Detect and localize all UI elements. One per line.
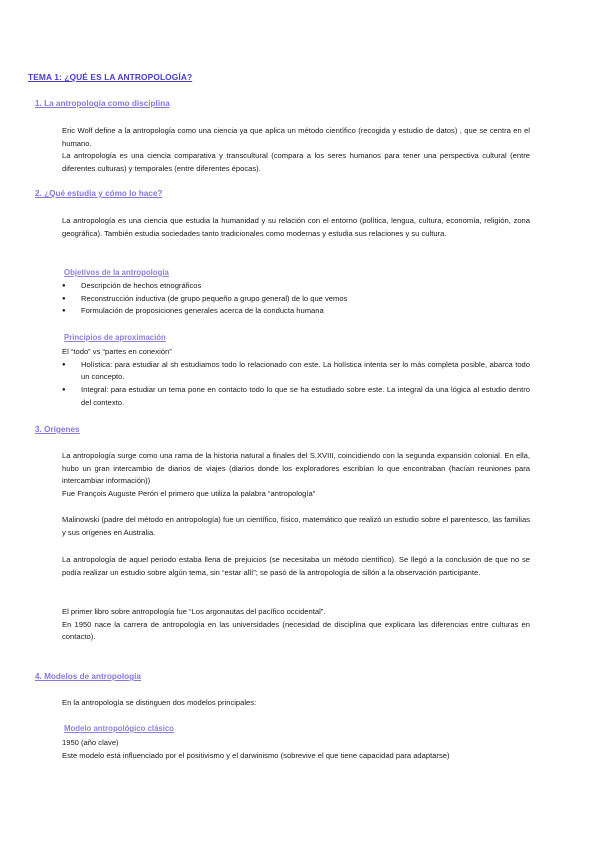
list-item: ● Integral: para estudiar un tema pone en contacto todo lo que se ha estudiado sobre este. La integral da una lógica al estudio dentro del contexto. xyxy=(62,384,530,409)
paragraph: 1950 (año clave) xyxy=(62,738,119,747)
section-heading-1: 1. La antropología como disciplina xyxy=(35,99,170,108)
paragraph: En 1950 nace la carrera de antropología en las universidades (necesidad de disciplina que explicara las diferencias entre culturas en contacto). xyxy=(62,619,530,642)
section-heading-4: 4. Modelos de antropología xyxy=(35,672,141,681)
principios-block xyxy=(62,346,530,410)
paragraph: Eric Wolf define a la antropología como una ciencia ya que aplica un método científico (recogida y estudio de datos) , que se centra en el humano. xyxy=(62,126,530,148)
paragraph: El primer libro sobre antropología fue “Los argonautas del pacífico occidental”. xyxy=(62,607,326,616)
paragraph: Este modelo está influenciado por el positivismo y el darwinismo (sobrevive el que tiene capacidad para adaptarse) xyxy=(62,750,450,760)
section-3-prejuicios xyxy=(62,554,530,579)
paragraph: El “todo” vs “partes en conexión” xyxy=(62,347,172,356)
subheading-modelo-clasico: Modelo antropológico clásico xyxy=(64,724,175,733)
subheading-objetivos: Objetivos de la antropología xyxy=(64,268,169,277)
list-item: ● Holística: para estudiar al sh estudiamos todo lo relacionado con este. La holística intenta ser lo más completa posible, abarca todo un concepto. xyxy=(62,359,530,384)
paragraph: La antropología de aquel periodo estaba llena de prejuicios (se necesitaba un método científico). Se llegó a la conclusión de que no se podía realizar un estudio sobre algún tema, sin “estar allí”; se pasó de la antropología de sillón a la observación participante. xyxy=(62,555,530,577)
list-item: ● Reconstrucción inductiva (de grupo pequeño a grupo general) de lo que vemos xyxy=(62,293,530,306)
section-heading-3: 3. Orígenes xyxy=(35,425,80,434)
document-title: TEMA 1: ¿QUÉ ES LA ANTROPOLOGÍA? xyxy=(28,72,193,82)
section-3-malinowski xyxy=(62,514,530,539)
list-item: ● Formulación de proposiciones generales acerca de la conducta humana xyxy=(62,305,530,318)
section-3-libro xyxy=(62,606,530,644)
paragraph: En la antropología se distinguen dos modelos principales: xyxy=(62,698,257,707)
paragraph: Malinowski (padre del método en antropología) fue un científico, físico, matemático que realizó un estudio sobre el parentesco, las familias y sus orígenes en Australia. xyxy=(62,515,530,537)
paragraph: La antropología es una ciencia comparativa y transcultural (compara a los seres humanos para tener una perspectiva cultural (entre diferentes culturas) y temporales (entre diferentes épocas). xyxy=(62,151,530,174)
paragraph: La antropología surge como una rama de la historia natural a finales del S.XVIII, coincidiendo con la segunda expansión colonial. En ella, hubo un gran intercambio de diarios de viajes (diarios donde los exploradores escribían lo que encontraban (hacían reuniones para intercambiar información)) xyxy=(62,451,530,486)
section-1-body xyxy=(62,125,530,176)
objetivos-list xyxy=(62,280,530,318)
section-heading-2: 2. ¿Qué estudia y cómo lo hace? xyxy=(35,189,163,198)
subheading-principios: Principios de aproximación xyxy=(64,333,166,342)
section-3-body xyxy=(62,450,530,501)
paragraph: Fue François Auguste Perón el primero que utiliza la palabra “antropología” xyxy=(62,489,316,499)
section-4-modelo-body xyxy=(62,737,530,762)
section-2-intro xyxy=(62,215,530,240)
paragraph: La antropología es una ciencia que estudia la humanidad y su relación con el entorno (política, lengua, cultura, economía, religión, zona geográfica). También estudia sociedades tanto tradicionales como modernas y estudia sus relaciones y su cultura. xyxy=(62,216,530,238)
section-4-intro xyxy=(62,697,530,710)
list-item: ● Descripción de hechos etnográficos xyxy=(62,280,530,293)
